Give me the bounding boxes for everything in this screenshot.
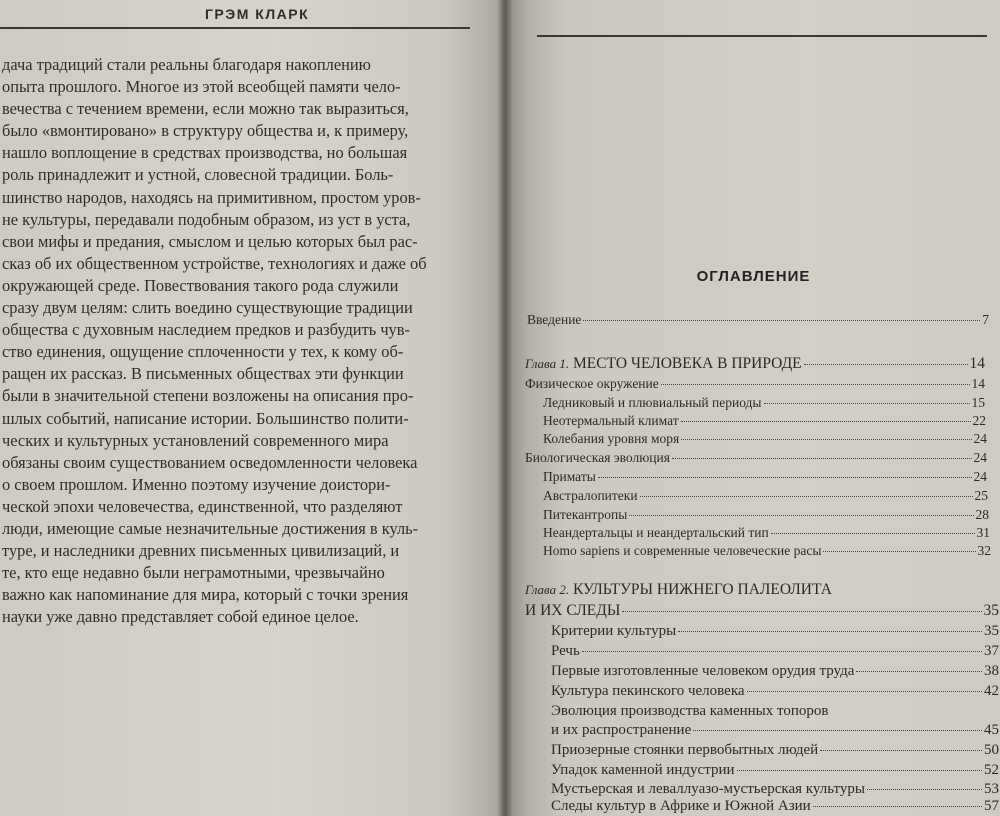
- toc-entry: Мустьерская и леваллуазо-мустьерская культуры 53: [551, 781, 999, 797]
- right-page: [507, 0, 1000, 816]
- text-line: сразу двум целям: слить воедино существующие традиции: [2, 298, 413, 318]
- toc-entry: Неандертальцы и неандертальский тип 31: [543, 525, 990, 540]
- toc-entry: Упадок каменной индустрии 52: [551, 762, 999, 778]
- toc-entry: Первые изготовленные человеком орудия труда 38: [551, 663, 999, 679]
- text-line: сказ об их общественном устройстве, технологиях и даже об: [2, 253, 427, 273]
- chapter-title: И ИХ СЛЕДЫ: [525, 602, 621, 619]
- text-line: туре, и наследники древних письменных цивилизаций, и: [2, 541, 400, 561]
- leader-dots: [804, 364, 968, 365]
- toc-entry: Физическое окружение 14: [525, 376, 985, 391]
- text-line: вечества с течением времени, если можно так выразиться,: [2, 99, 409, 119]
- text-line: роль принадлежит и устной, словесной традиции. Боль-: [2, 165, 394, 185]
- text-line: шлых событий, написание истории. Большинство полити-: [2, 408, 409, 428]
- toc-entry-page: 14: [969, 355, 985, 372]
- toc-entry: Австралопитеки 25: [543, 488, 988, 503]
- leader-dots: [622, 611, 981, 612]
- toc-entry: Homo sapiens и современные человеческие расы 32: [543, 543, 991, 558]
- text-line: опыта прошлого. Многое из этой всеобщей памяти чело-: [2, 77, 401, 97]
- toc-chapter-1: [525, 355, 985, 373]
- text-line: дача традиций стали реальны благодаря накоплению: [2, 55, 371, 74]
- text-line: было «вмонтировано» в структуру общества и, к примеру,: [2, 121, 409, 141]
- text-line: ство единения, ощущение сплоченности у тех, к кому об-: [2, 342, 404, 362]
- text-line: не культуры, передавали подобным образом, из уст в уста,: [2, 209, 411, 229]
- text-line: общества с духовным наследием предков и разбудить чув-: [2, 320, 410, 340]
- toc-entry: Питекантропы 28: [543, 507, 989, 522]
- book-gutter: [497, 0, 513, 816]
- toc-entry: Колебания уровня моря 24: [543, 431, 987, 446]
- toc-entry: Критерии культуры 35: [551, 623, 999, 639]
- text-line: ращен их рассказ. В письменных обществах эти функции: [2, 364, 404, 384]
- text-line: свои мифы и предания, смыслом и целью которых был рас-: [2, 231, 418, 251]
- toc-entry-page: 35: [983, 602, 999, 619]
- toc-entry: и их распространение 45: [551, 722, 999, 738]
- toc-entry-label: Введение: [527, 312, 582, 327]
- text-line: были в значительной степени возложены на описания про-: [2, 386, 414, 406]
- toc-chapter-2: [525, 602, 999, 620]
- chapter-prefix: Глава 1.: [525, 356, 570, 371]
- text-line: люди, имеющие самые незначительные достижения в куль-: [2, 518, 419, 538]
- toc-entry-page: 7: [982, 312, 989, 327]
- toc-chapter-2-line1: [525, 581, 832, 599]
- toc-entry-intro: [527, 312, 989, 328]
- leader-dots: [583, 320, 980, 321]
- header-rule: [0, 27, 470, 29]
- toc-entry-line1: Эволюция производства каменных топоров: [551, 703, 829, 719]
- running-head: ГРЭМ КЛАРК: [205, 6, 310, 22]
- text-line: ческой эпохи человечества, единственной, что разделяют: [2, 496, 403, 516]
- text-line: обязаны своим существованием осведомленности человека: [2, 452, 418, 472]
- toc-entry: Приозерные стоянки первобытных людей 50: [551, 742, 999, 758]
- toc-entry: Следы культур в Африке и Южной Азии 57: [551, 798, 999, 814]
- toc-entry: Речь 37: [551, 643, 999, 659]
- text-line: важно как напоминание для мира, который с точки зрения: [2, 585, 409, 605]
- text-line: науки уже давно представляет собой единое целое.: [2, 607, 359, 627]
- toc-entry: Биологическая эволюция 24: [525, 450, 987, 465]
- text-line: ческих и культурных установлений современного мира: [2, 430, 389, 450]
- chapter-title: КУЛЬТУРЫ НИЖНЕГО ПАЛЕОЛИТА: [572, 581, 832, 598]
- toc-entry: Культура пекинского человека 42: [551, 683, 999, 699]
- text-line: окружающей среде. Повествования такого рода служили: [2, 275, 399, 295]
- toc-title: ОГЛАВЛЕНИЕ: [696, 268, 811, 285]
- text-line: о своем прошлом. Именно поэтому изучение доистори-: [2, 474, 391, 494]
- toc-entry: Неотермальный климат 22: [543, 413, 986, 428]
- text-line: шинство народов, находясь на примитивном, простом уров-: [2, 187, 421, 207]
- chapter-prefix: Глава 2.: [525, 582, 570, 597]
- toc-entry: Ледниковый и плювиальный периоды 15: [543, 395, 985, 410]
- text-line: нашло воплощение в средствах производства, но большая: [2, 143, 408, 163]
- header-rule: [537, 35, 987, 37]
- body-text: [2, 54, 472, 628]
- text-line: те, кто еще недавно были неграмотными, чрезвычайно: [2, 563, 385, 583]
- toc-entry: Приматы 24: [543, 469, 987, 484]
- chapter-title: МЕСТО ЧЕЛОВЕКА В ПРИРОДЕ: [572, 355, 802, 372]
